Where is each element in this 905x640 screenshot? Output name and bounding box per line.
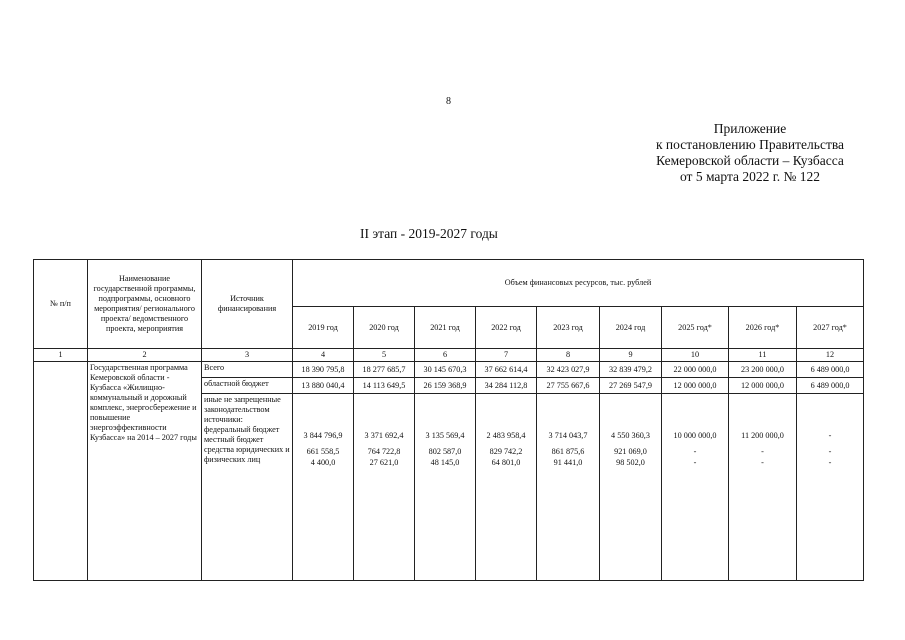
value-cell: 23 200 000,0 — [729, 362, 797, 378]
value-cell: 12 000 000,0 — [729, 378, 797, 394]
value-legal: 98 502,0 — [616, 458, 645, 467]
header-volume: Объем финансовых ресурсов, тыс. рублей — [293, 260, 864, 307]
value-local: - — [828, 447, 832, 456]
header-year: 2020 год — [354, 307, 415, 349]
value-cell: 18 277 685,7 — [354, 362, 415, 378]
value-cell: 18 390 795,8 — [293, 362, 354, 378]
value-federal: 4 550 360,3 — [611, 431, 650, 440]
source-local: местный бюджет — [204, 435, 264, 444]
page-number: 8 — [446, 96, 451, 107]
value-local: 921 069,0 — [614, 447, 647, 456]
appendix-line-2: к постановлению Правительства — [655, 137, 845, 152]
program-name: Государственная программа Кемеровской области - Кузбасса «Жилищно-коммунальный и дорожный комплекс, энергосбережение и повышение энергоэффективности Кузбасса» на 2014 – 2027 годы — [88, 362, 202, 581]
header-year: 2023 год — [537, 307, 600, 349]
value-stack — [729, 394, 797, 581]
value-cell: 22 000 000,0 — [662, 362, 729, 378]
financing-table — [33, 259, 864, 581]
col-number: 12 — [797, 349, 864, 362]
value-stack — [537, 394, 600, 581]
header-year: 2027 год* — [797, 307, 864, 349]
value-legal: - — [761, 458, 764, 467]
value-federal: 11 200 000,0 — [741, 431, 784, 440]
header-num: № п/п — [34, 260, 88, 349]
value-stack — [797, 394, 864, 581]
value-federal: - — [828, 431, 832, 440]
col-number: 2 — [88, 349, 202, 362]
value-stack — [293, 394, 354, 581]
value-local: 661 558,5 — [306, 447, 340, 456]
header-year: 2022 год — [476, 307, 537, 349]
col-number: 3 — [202, 349, 293, 362]
value-legal: 48 145,0 — [430, 458, 460, 467]
appendix-line-1: Приложение — [713, 121, 787, 136]
appendix-line-4: от 5 марта 2022 г. № 122 — [679, 169, 821, 184]
source-legal: средства юридических и физических лиц — [204, 445, 290, 464]
value-legal: 4 400,0 — [310, 458, 336, 467]
value-cell: 13 880 040,4 — [293, 378, 354, 394]
value-cell: 26 159 368,9 — [415, 378, 476, 394]
source-other — [202, 394, 293, 581]
value-local: 829 742,2 — [489, 447, 523, 456]
header-year: 2026 год* — [729, 307, 797, 349]
source-regional: областной бюджет — [202, 378, 293, 394]
stage-title: II этап - 2019-2027 годы — [360, 226, 498, 241]
value-cell: 6 489 000,0 — [797, 362, 864, 378]
col-number: 8 — [537, 349, 600, 362]
header-year: 2025 год* — [662, 307, 729, 349]
value-cell: 34 284 112,8 — [476, 378, 537, 394]
value-legal: 27 621,0 — [369, 458, 399, 467]
value-cell: 32 839 479,2 — [600, 362, 662, 378]
col-number: 7 — [476, 349, 537, 362]
appendix-caption — [620, 121, 880, 185]
value-federal: 3 844 796,9 — [303, 431, 343, 440]
value-stack — [476, 394, 537, 581]
other-sources-label: иные не запрещенные законодательством источники: — [204, 395, 281, 424]
value-stack — [415, 394, 476, 581]
value-cell: 27 269 547,9 — [600, 378, 662, 394]
header-year: 2019 год — [293, 307, 354, 349]
col-number: 6 — [415, 349, 476, 362]
value-cell: 27 755 667,6 — [537, 378, 600, 394]
header-source: Источник финансирования — [202, 260, 293, 349]
value-legal: - — [693, 458, 697, 467]
value-cell: 30 145 670,3 — [415, 362, 476, 378]
value-stack — [354, 394, 415, 581]
value-legal: 64 801,0 — [491, 458, 521, 467]
appendix-line-3: Кемеровской области – Кузбасса — [656, 153, 844, 168]
value-legal: - — [828, 458, 832, 467]
value-federal: 2 483 958,4 — [486, 431, 526, 440]
value-local: - — [693, 447, 697, 456]
header-year: 2024 год — [600, 307, 662, 349]
header-year: 2021 год — [415, 307, 476, 349]
source-federal: федеральный бюджет — [204, 425, 280, 434]
value-cell: 32 423 027,9 — [537, 362, 600, 378]
value-cell: 6 489 000,0 — [797, 378, 864, 394]
value-cell: 37 662 614,4 — [476, 362, 537, 378]
header-name: Наименование государственной программы, подпрограммы, основного мероприятия/ регионального проекта/ ведомственного проекта, мероприятия — [88, 260, 202, 349]
col-number: 11 — [729, 349, 797, 362]
col-number: 9 — [600, 349, 662, 362]
col-number: 4 — [293, 349, 354, 362]
value-federal: 3 371 692,4 — [364, 431, 404, 440]
value-legal: 91 441,0 — [553, 458, 583, 467]
source-total: Всего — [202, 362, 293, 378]
value-federal: 3 135 569,4 — [425, 431, 465, 440]
col-number: 10 — [662, 349, 729, 362]
value-local: 861 875,6 — [551, 447, 585, 456]
value-federal: 3 714 043,7 — [548, 431, 588, 440]
value-local: - — [761, 447, 764, 456]
value-local: 802 587,0 — [428, 447, 462, 456]
col-number: 1 — [34, 349, 88, 362]
value-cell: 14 113 649,5 — [354, 378, 415, 394]
value-local: 764 722,8 — [367, 447, 401, 456]
value-federal: 10 000 000,0 — [673, 431, 717, 440]
row-number-cell — [34, 362, 88, 581]
col-number: 5 — [354, 349, 415, 362]
value-cell: 12 000 000,0 — [662, 378, 729, 394]
value-stack — [662, 394, 729, 581]
value-stack — [600, 394, 662, 581]
